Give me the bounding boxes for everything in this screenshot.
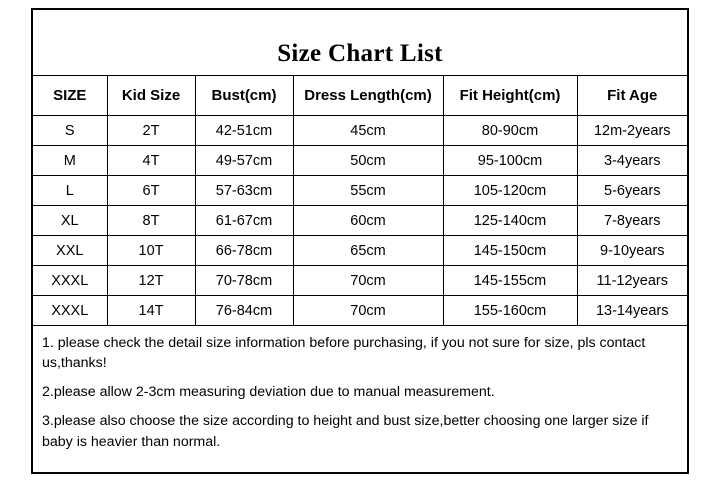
table-row	[33, 236, 687, 266]
cell-fit-height: 80-90cm	[443, 116, 577, 146]
cell-fit-height: 95-100cm	[443, 146, 577, 176]
note-item: 3.please also choose the size according to height and bust size,better choosing one larger size if baby is heavier than normal.	[42, 413, 649, 450]
column-header-fit-height: Fit Height(cm)	[443, 76, 577, 116]
cell-kid-size: 6T	[107, 176, 195, 206]
cell-fit-age: 3-4years	[577, 146, 687, 176]
size-chart-table	[33, 75, 687, 326]
cell-size: XXXL	[33, 266, 107, 296]
cell-size: XXXL	[33, 296, 107, 326]
cell-kid-size: 12T	[107, 266, 195, 296]
cell-dress-length: 55cm	[293, 176, 443, 206]
cell-fit-height: 125-140cm	[443, 206, 577, 236]
column-header-bust: Bust(cm)	[195, 76, 293, 116]
cell-bust: 42-51cm	[195, 116, 293, 146]
cell-size: M	[33, 146, 107, 176]
cell-size: L	[33, 176, 107, 206]
cell-kid-size: 14T	[107, 296, 195, 326]
column-header-size: SIZE	[33, 76, 107, 116]
cell-fit-height: 145-150cm	[443, 236, 577, 266]
table-row	[33, 176, 687, 206]
cell-fit-height: 155-160cm	[443, 296, 577, 326]
cell-kid-size: 2T	[107, 116, 195, 146]
page-title: Size Chart List	[277, 40, 443, 67]
column-header-kid-size: Kid Size	[107, 76, 195, 116]
table-header-row	[33, 76, 687, 116]
table-row	[33, 146, 687, 176]
cell-kid-size: 4T	[107, 146, 195, 176]
cell-dress-length: 45cm	[293, 116, 443, 146]
table-row	[33, 116, 687, 146]
cell-fit-age: 12m-2years	[577, 116, 687, 146]
cell-bust: 66-78cm	[195, 236, 293, 266]
cell-size: XXL	[33, 236, 107, 266]
cell-fit-height: 105-120cm	[443, 176, 577, 206]
cell-bust: 57-63cm	[195, 176, 293, 206]
cell-dress-length: 50cm	[293, 146, 443, 176]
table-row	[33, 206, 687, 236]
column-header-fit-age: Fit Age	[577, 76, 687, 116]
cell-bust: 76-84cm	[195, 296, 293, 326]
table-row	[33, 296, 687, 326]
cell-bust: 49-57cm	[195, 146, 293, 176]
column-header-dress-length: Dress Length(cm)	[293, 76, 443, 116]
cell-fit-height: 145-155cm	[443, 266, 577, 296]
cell-fit-age: 11-12years	[577, 266, 687, 296]
cell-dress-length: 70cm	[293, 266, 443, 296]
cell-fit-age: 13-14years	[577, 296, 687, 326]
cell-bust: 70-78cm	[195, 266, 293, 296]
cell-size: XL	[33, 206, 107, 236]
cell-dress-length: 65cm	[293, 236, 443, 266]
cell-fit-age: 5-6years	[577, 176, 687, 206]
cell-bust: 61-67cm	[195, 206, 293, 236]
cell-dress-length: 70cm	[293, 296, 443, 326]
note-item: 2.please allow 2-3cm measuring deviation due to manual measurement.	[42, 384, 495, 401]
note-item: 1. please check the detail size information before purchasing, if you not sure for size, pls contact us,thanks!	[42, 335, 646, 372]
table-row	[33, 266, 687, 296]
notes-section	[33, 326, 687, 452]
cell-size: S	[33, 116, 107, 146]
cell-dress-length: 60cm	[293, 206, 443, 236]
cell-kid-size: 8T	[107, 206, 195, 236]
cell-fit-age: 9-10years	[577, 236, 687, 266]
cell-fit-age: 7-8years	[577, 206, 687, 236]
chart-frame	[31, 8, 689, 474]
cell-kid-size: 10T	[107, 236, 195, 266]
